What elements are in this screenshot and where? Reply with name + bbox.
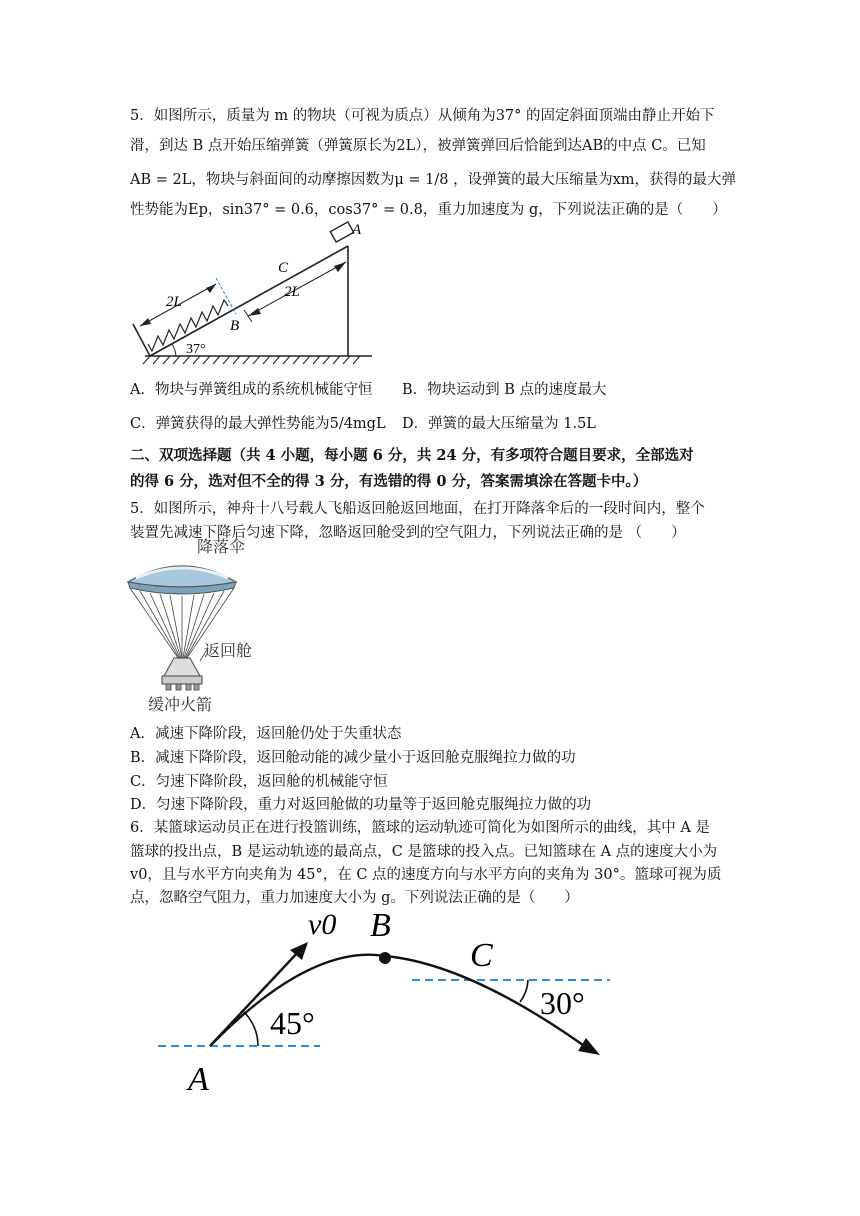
q6-line-4: 点，忽略空气阻力，重力加速度大小为 g。下列说法正确的是（ ） — [130, 890, 579, 906]
q5a-line-3: AB = 2L，物块与斜面间的动摩擦因数为μ = 1/8 ，设弹簧的最大压缩量为xm，获得的最大弹 — [130, 172, 737, 188]
traj-label-b: B — [370, 907, 391, 944]
fig-label-b: B — [230, 318, 240, 334]
q5a-line-4: 性势能为Ep，sin37° = 0.6，cos37° = 0.8，重力加速度为 g，下列说法正确的是（ ） — [130, 202, 727, 218]
fig-label-a: A — [352, 222, 362, 238]
fig-label-2l-spring: 2L — [166, 294, 182, 310]
traj-label-c: C — [470, 937, 493, 974]
q6-line-3: v0，且与水平方向夹角为 45°，在 C 点的速度方向与水平方向的夹角为 30°。篮球可视为质 — [130, 867, 722, 883]
fig-label-2l-top: 2L — [284, 284, 300, 300]
q6-line-1: 6．某篮球运动员正在进行投篮训练，篮球的运动轨迹可简化为如图所示的曲线，其中 A 是 — [130, 820, 710, 836]
traj-label-v0: v0 — [308, 908, 337, 941]
section-heading-line-2: 的得 6 分，选对但不全的得 3 分，有选错的得 0 分，答案需填涂在答题卡中。） — [130, 473, 648, 490]
q5b-line-1: 5．如图所示，神舟十八号载人飞船返回舱返回地面，在打开降落伞后的一段时间内，整个 — [130, 501, 705, 517]
section-heading-line-1: 二、双项选择题（共 4 小题，每小题 6 分，共 24 分，有多项符合题目要求，全部选对 — [130, 447, 694, 464]
traj-label-a: A — [188, 1061, 209, 1098]
label-capsule: 返回舱 — [204, 641, 253, 660]
q5b-line-2: 装置先减速下降后匀速下降，忽略返回舱受到的空气阻力，下列说法正确的是 （ ） — [130, 525, 686, 541]
incline-spring-figure — [0, 218, 860, 368]
traj-label-angle-30: 30° — [540, 985, 585, 1021]
fig-label-c: C — [278, 260, 289, 276]
q5a-line-2: 滑，到达 B 点开始压缩弹簧（弹簧原长为2L），被弹簧弹回后恰能到达AB的中点 C。已知 — [130, 138, 706, 154]
q5a-option-d: D．弹簧的最大压缩量为 1.5L — [402, 416, 596, 432]
q5b-option-c: C．匀速下降阶段，返回舱的机械能守恒 — [130, 774, 388, 790]
q5b-option-b: B．减速下降阶段，返回舱动能的减少量小于返回舱克服绳拉力做的功 — [130, 750, 576, 766]
q5a-line-1: 5．如图所示，质量为 m 的物块（可视为质点）从倾角为37° 的固定斜面顶端由静止开始下 — [130, 108, 715, 124]
fig-label-angle-37: 37° — [186, 342, 206, 357]
q5b-option-d: D．匀速下降阶段，重力对返回舱做的功量等于返回舱克服绳拉力做的功 — [130, 797, 592, 813]
basketball-trajectory-figure — [0, 900, 860, 1100]
q5a-option-b: B．物块运动到 B 点的速度最大 — [402, 382, 607, 398]
q5a-option-a: A．物块与弹簧组成的系统机械能守恒 — [130, 382, 373, 398]
label-parachute: 降落伞 — [197, 537, 246, 556]
traj-label-angle-45: 45° — [270, 1005, 315, 1041]
q5a-option-c: C．弹簧获得的最大弹性势能为5/4mgL — [130, 416, 386, 432]
q6-line-2: 篮球的投出点，B 是运动轨迹的最高点，C 是篮球的投入点。已知篮球在 A 点的速度大小为 — [130, 844, 718, 860]
label-buffer-rocket: 缓冲火箭 — [148, 695, 213, 714]
q5b-option-a: A．减速下降阶段，返回舱仍处于失重状态 — [130, 726, 402, 742]
parachute-figure — [0, 536, 860, 716]
